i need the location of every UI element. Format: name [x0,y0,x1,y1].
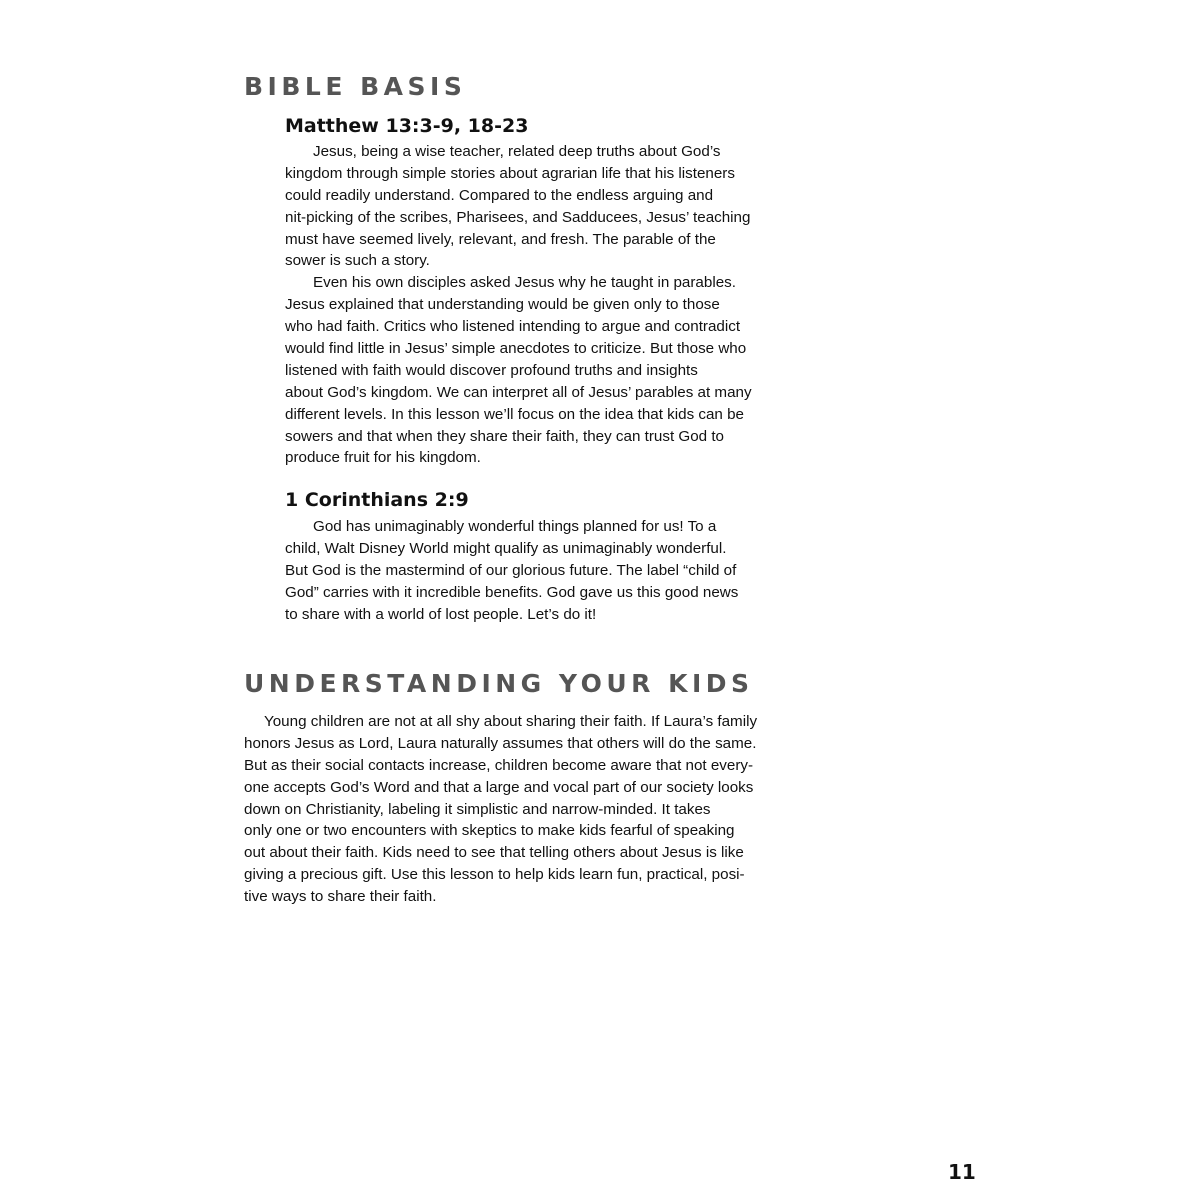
paragraph-line: different levels. In this lesson we’ll focus on the idea that kids can be [285,405,744,423]
paragraph-line: to share with a world of lost people. Let’s do it! [285,605,597,623]
paragraph-line: about God’s kingdom. We can interpret all of Jesus’ parables at many [285,383,752,401]
paragraph-line: Even his own disciples asked Jesus why he taught in parables. [313,274,736,292]
paragraph-line: must have seemed lively, relevant, and fresh. The parable of the [285,230,716,248]
paragraph-line: Jesus, being a wise teacher, related deep truths about God’s [313,143,721,160]
matthew-commentary [285,141,752,469]
corinthians-commentary [285,516,738,625]
paragraph-line: out about their faith. Kids need to see that telling others about Jesus is like [244,844,744,862]
matthew-reference-heading: Matthew 13:3-9, 18-23 [285,115,529,137]
paragraph-line: only one or two encounters with skeptics to make kids fearful of speaking [244,822,735,840]
paragraph-line: nit-picking of the scribes, Pharisees, and Sadducees, Jesus’ teaching [285,208,751,226]
paragraph-line: kingdom through simple stories about agrarian life that his listeners [285,164,735,182]
paragraph-line: who had faith. Critics who listened intending to argue and contradict [285,318,741,336]
paragraph-line: child, Walt Disney World might qualify as unimaginably wonderful. [285,539,727,557]
paragraph-line: could readily understand. Compared to the endless arguing and [285,186,714,204]
bible-basis-heading: BIBLE BASIS [244,72,467,101]
paragraph-line: But God is the mastermind of our glorious future. The label “child of [285,561,737,579]
paragraph-line: down on Christianity, labeling it simplistic and narrow-minded. It takes [244,800,711,818]
paragraph-line: would find little in Jesus’ simple anecdotes to criticize. But those who [285,340,747,358]
paragraph-line: God has unimaginably wonderful things planned for us! To a [313,518,717,535]
understanding-your-kids-heading: UNDERSTANDING YOUR KIDS [244,669,754,698]
paragraph-line: listened with faith would discover profound truths and insights [285,361,698,379]
paragraph-line: But as their social contacts increase, children become aware that not every- [244,756,754,774]
corinthians-reference-heading: 1 Corinthians 2:9 [285,489,469,511]
paragraph-line: tive ways to share their faith. [244,888,437,906]
paragraph-line: sowers and that when they share their faith, they can trust God to [285,427,724,445]
paragraph-line: giving a precious gift. Use this lesson to help kids learn fun, practical, posi- [244,866,745,884]
paragraph-line: honors Jesus as Lord, Laura naturally assumes that others will do the same. [244,734,757,752]
paragraph-line: God” carries with it incredible benefits. God gave us this good news [285,583,739,601]
paragraph-line: sower is such a story. [285,252,430,270]
paragraph-line: produce fruit for his kingdom. [285,449,481,467]
paragraph-line: Jesus explained that understanding would be given only to those [285,296,720,314]
paragraph-line: Young children are not at all shy about sharing their faith. If Laura’s family [264,713,758,730]
page-number: 11 [948,1160,976,1184]
understanding-paragraph [244,711,757,908]
paragraph-line: one accepts God’s Word and that a large and vocal part of our society looks [244,778,754,796]
